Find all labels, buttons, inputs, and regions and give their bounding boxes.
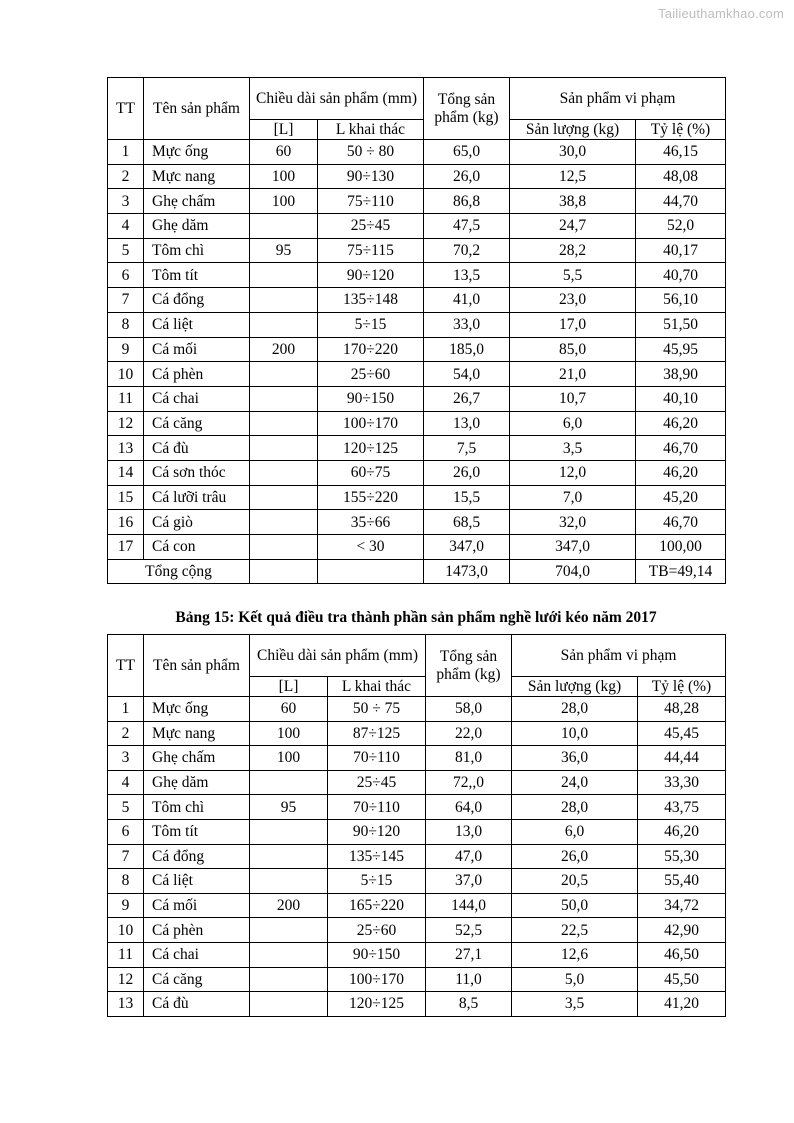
cell-violation-kg: 26,0 <box>512 844 638 869</box>
cell-violation-kg: 20,5 <box>512 869 638 894</box>
cell-ratio: 55,40 <box>638 869 726 894</box>
table-row <box>108 510 726 535</box>
cell-violation-kg: 5,5 <box>510 263 636 288</box>
cell-total-kg: 81,0 <box>426 746 512 771</box>
cell-tt: 10 <box>108 362 144 387</box>
cell-product-name: Mực ống <box>144 140 250 165</box>
table-row <box>108 312 726 337</box>
header-violation-group: Sản phẩm vi phạm <box>510 78 726 120</box>
cell-product-name: Ghẹ dăm <box>144 214 250 239</box>
cell-tt: 2 <box>108 164 144 189</box>
cell-product-name: Cá mối <box>144 337 250 362</box>
cell-l-khai-thac: 35÷66 <box>318 510 424 535</box>
cell-ratio: 45,95 <box>636 337 726 362</box>
table-row <box>108 819 726 844</box>
cell-product-name: Cá lưỡi trâu <box>144 485 250 510</box>
cell-violation-kg: 23,0 <box>510 288 636 313</box>
cell-l <box>250 942 328 967</box>
cell-tt: 17 <box>108 535 144 560</box>
cell-tt: 13 <box>108 992 144 1017</box>
cell-ratio: 52,0 <box>636 214 726 239</box>
cell-ratio: 42,90 <box>638 918 726 943</box>
cell-tt: 5 <box>108 795 144 820</box>
cell-total-kg: 144,0 <box>426 893 512 918</box>
total-kg: 1473,0 <box>424 559 510 584</box>
cell-l-khai-thac: 5÷15 <box>318 312 424 337</box>
header-length-group: Chiều dài sản phẩm (mm) <box>250 78 424 120</box>
survey-table-2 <box>107 634 726 1017</box>
cell-violation-kg: 24,7 <box>510 214 636 239</box>
cell-tt: 7 <box>108 844 144 869</box>
cell-ratio: 48,08 <box>636 164 726 189</box>
cell-total-kg: 47,0 <box>426 844 512 869</box>
cell-l <box>250 214 318 239</box>
table-row <box>108 386 726 411</box>
cell-l <box>250 869 328 894</box>
cell-ratio: 40,70 <box>636 263 726 288</box>
cell-product-name: Cá phèn <box>144 362 250 387</box>
cell-l-khai-thac: 87÷125 <box>328 721 426 746</box>
cell-l-khai-thac: 90÷150 <box>318 386 424 411</box>
table-row <box>108 770 726 795</box>
cell-l <box>250 770 328 795</box>
table-row <box>108 918 726 943</box>
cell-ratio: 46,20 <box>636 460 726 485</box>
cell-ratio: 46,70 <box>636 510 726 535</box>
cell-product-name: Cá sơn thóc <box>144 460 250 485</box>
cell-l-khai-thac: 120÷125 <box>328 992 426 1017</box>
cell-violation-kg: 3,5 <box>510 436 636 461</box>
cell-violation-kg: 6,0 <box>512 819 638 844</box>
cell-ratio: 46,15 <box>636 140 726 165</box>
cell-product-name: Tôm chì <box>144 795 250 820</box>
cell-ratio: 44,70 <box>636 189 726 214</box>
total-ratio: TB=49,14 <box>636 559 726 584</box>
cell-l <box>250 263 318 288</box>
cell-violation-kg: 12,5 <box>510 164 636 189</box>
total-row <box>108 559 726 584</box>
cell-l <box>250 918 328 943</box>
table-row <box>108 844 726 869</box>
cell-l <box>250 844 328 869</box>
table-row <box>108 263 726 288</box>
cell-product-name: Tôm tít <box>144 819 250 844</box>
cell-l <box>250 436 318 461</box>
cell-tt: 11 <box>108 942 144 967</box>
cell-tt: 2 <box>108 721 144 746</box>
cell-tt: 8 <box>108 869 144 894</box>
cell-product-name: Cá liệt <box>144 869 250 894</box>
cell-total-kg: 41,0 <box>424 288 510 313</box>
table-row <box>108 485 726 510</box>
cell-l-khai-thac: 75÷115 <box>318 238 424 263</box>
cell-ratio: 43,75 <box>638 795 726 820</box>
header-tt: TT <box>108 635 144 697</box>
cell-l-khai-thac: 135÷148 <box>318 288 424 313</box>
cell-violation-kg: 10,7 <box>510 386 636 411</box>
cell-tt: 7 <box>108 288 144 313</box>
cell-ratio: 46,70 <box>636 436 726 461</box>
cell-violation-kg: 24,0 <box>512 770 638 795</box>
cell-l: 95 <box>250 238 318 263</box>
cell-product-name: Cá đù <box>144 436 250 461</box>
cell-l <box>250 819 328 844</box>
cell-l <box>250 510 318 535</box>
table-row <box>108 164 726 189</box>
cell-l: 100 <box>250 721 328 746</box>
cell-violation-kg: 50,0 <box>512 893 638 918</box>
cell-l-khai-thac: 100÷170 <box>328 967 426 992</box>
cell-product-name: Cá giò <box>144 510 250 535</box>
cell-ratio: 40,17 <box>636 238 726 263</box>
cell-tt: 3 <box>108 746 144 771</box>
table-row <box>108 140 726 165</box>
cell-l <box>250 485 318 510</box>
cell-tt: 3 <box>108 189 144 214</box>
cell-l: 60 <box>250 140 318 165</box>
cell-total-kg: 13,0 <box>426 819 512 844</box>
cell-l-khai-thac: 5÷15 <box>328 869 426 894</box>
header-l-khai-thac: L khai thác <box>318 120 424 140</box>
cell-l-khai-thac: 90÷120 <box>328 819 426 844</box>
cell-product-name: Cá căng <box>144 967 250 992</box>
cell-total-kg: 47,5 <box>424 214 510 239</box>
table-row <box>108 288 726 313</box>
cell-l-khai-thac: 70÷110 <box>328 795 426 820</box>
cell-tt: 13 <box>108 436 144 461</box>
table-row <box>108 795 726 820</box>
cell-tt: 9 <box>108 893 144 918</box>
header-total-product: Tổng sản phẩm (kg) <box>426 635 512 697</box>
cell-l: 200 <box>250 893 328 918</box>
cell-violation-kg: 32,0 <box>510 510 636 535</box>
total-label: Tổng cộng <box>108 559 250 584</box>
cell-l: 95 <box>250 795 328 820</box>
cell-total-kg: 13,0 <box>424 411 510 436</box>
cell-violation-kg: 22,5 <box>512 918 638 943</box>
cell-tt: 14 <box>108 460 144 485</box>
cell-ratio: 46,20 <box>638 819 726 844</box>
cell-tt: 6 <box>108 263 144 288</box>
table-row <box>108 238 726 263</box>
cell-violation-kg: 347,0 <box>510 535 636 560</box>
header-product-name: Tên sản phẩm <box>144 635 250 697</box>
table-row <box>108 460 726 485</box>
table-row <box>108 411 726 436</box>
cell-l <box>250 967 328 992</box>
table-row <box>108 721 726 746</box>
header-total-product: Tổng sản phẩm (kg) <box>424 78 510 140</box>
cell-ratio: 38,90 <box>636 362 726 387</box>
cell-product-name: Ghẹ chấm <box>144 746 250 771</box>
cell-total-kg: 185,0 <box>424 337 510 362</box>
cell-l: 60 <box>250 697 328 722</box>
cell-ratio: 44,44 <box>638 746 726 771</box>
cell-total-kg: 347,0 <box>424 535 510 560</box>
cell-l <box>250 288 318 313</box>
cell-l-khai-thac: 100÷170 <box>318 411 424 436</box>
cell-total-kg: 7,5 <box>424 436 510 461</box>
cell-ratio: 45,20 <box>636 485 726 510</box>
cell-violation-kg: 30,0 <box>510 140 636 165</box>
cell-tt: 8 <box>108 312 144 337</box>
cell-l: 100 <box>250 189 318 214</box>
cell-l-khai-thac: 135÷145 <box>328 844 426 869</box>
table-row <box>108 746 726 771</box>
cell-ratio: 100,00 <box>636 535 726 560</box>
cell-tt: 10 <box>108 918 144 943</box>
cell-l-khai-thac: 90÷150 <box>328 942 426 967</box>
cell-ratio: 40,10 <box>636 386 726 411</box>
cell-tt: 6 <box>108 819 144 844</box>
table-row <box>108 535 726 560</box>
watermark-text: Tailieuthamkhao.com <box>658 6 784 21</box>
cell-l-khai-thac: 70÷110 <box>328 746 426 771</box>
cell-ratio: 55,30 <box>638 844 726 869</box>
cell-l <box>250 362 318 387</box>
cell-tt: 4 <box>108 770 144 795</box>
header-l: [L] <box>250 677 328 697</box>
cell-tt: 4 <box>108 214 144 239</box>
table-caption: Bảng 15: Kết quả điều tra thành phần sản phẩm nghề lưới kéo năm 2017 <box>175 609 657 626</box>
cell-tt: 16 <box>108 510 144 535</box>
cell-violation-kg: 12,0 <box>510 460 636 485</box>
cell-product-name: Mực nang <box>144 164 250 189</box>
cell-l: 100 <box>250 164 318 189</box>
cell-tt: 1 <box>108 697 144 722</box>
cell-ratio: 45,45 <box>638 721 726 746</box>
cell-total-kg: 22,0 <box>426 721 512 746</box>
table-row <box>108 942 726 967</box>
cell-l-khai-thac: 25÷45 <box>318 214 424 239</box>
cell-product-name: Ghẹ chấm <box>144 189 250 214</box>
cell-l-khai-thac: 50 ÷ 75 <box>328 697 426 722</box>
cell-product-name: Tôm chì <box>144 238 250 263</box>
cell-l-khai-thac: 25÷60 <box>328 918 426 943</box>
cell-product-name: Cá chai <box>144 942 250 967</box>
cell-product-name: Ghẹ dăm <box>144 770 250 795</box>
cell-total-kg: 33,0 <box>424 312 510 337</box>
header-product-name: Tên sản phẩm <box>144 78 250 140</box>
cell-l <box>250 460 318 485</box>
cell-total-kg: 26,7 <box>424 386 510 411</box>
cell-l-khai-thac: 50 ÷ 80 <box>318 140 424 165</box>
table-row <box>108 436 726 461</box>
cell-product-name: Cá chai <box>144 386 250 411</box>
cell-violation-kg: 3,5 <box>512 992 638 1017</box>
table-row <box>108 869 726 894</box>
cell-total-kg: 65,0 <box>424 140 510 165</box>
cell-violation-kg: 7,0 <box>510 485 636 510</box>
cell-product-name: Cá liệt <box>144 312 250 337</box>
cell-l <box>250 535 318 560</box>
cell-product-name: Mực nang <box>144 721 250 746</box>
cell-ratio: 33,30 <box>638 770 726 795</box>
cell-violation-kg: 5,0 <box>512 967 638 992</box>
cell-product-name: Cá đổng <box>144 844 250 869</box>
cell-total-kg: 70,2 <box>424 238 510 263</box>
cell-product-name: Cá đổng <box>144 288 250 313</box>
header-san-luong: Sản lượng (kg) <box>510 120 636 140</box>
total-violation-kg: 704,0 <box>510 559 636 584</box>
cell-violation-kg: 17,0 <box>510 312 636 337</box>
cell-violation-kg: 85,0 <box>510 337 636 362</box>
cell-ratio: 46,20 <box>636 411 726 436</box>
header-san-luong: Sản lượng (kg) <box>512 677 638 697</box>
table-row <box>108 893 726 918</box>
cell-product-name: Cá mối <box>144 893 250 918</box>
cell-ratio: 34,72 <box>638 893 726 918</box>
cell-l <box>250 411 318 436</box>
cell-violation-kg: 38,8 <box>510 189 636 214</box>
header-l: [L] <box>250 120 318 140</box>
cell-l <box>250 386 318 411</box>
cell-ratio: 45,50 <box>638 967 726 992</box>
table-row <box>108 992 726 1017</box>
cell-ratio: 51,50 <box>636 312 726 337</box>
cell-total-kg: 13,5 <box>424 263 510 288</box>
cell-tt: 15 <box>108 485 144 510</box>
cell-l: 100 <box>250 746 328 771</box>
cell-product-name: Tôm tít <box>144 263 250 288</box>
cell-violation-kg: 10,0 <box>512 721 638 746</box>
cell-product-name: Mực ống <box>144 697 250 722</box>
cell-ratio: 56,10 <box>636 288 726 313</box>
cell-total-kg: 64,0 <box>426 795 512 820</box>
table-row <box>108 697 726 722</box>
cell-ratio: 46,50 <box>638 942 726 967</box>
cell-total-kg: 11,0 <box>426 967 512 992</box>
cell-violation-kg: 12,6 <box>512 942 638 967</box>
cell-violation-kg: 28,0 <box>512 697 638 722</box>
header-ty-le: Tỷ lệ (%) <box>638 677 726 697</box>
cell-ratio: 48,28 <box>638 697 726 722</box>
cell-l-khai-thac: 155÷220 <box>318 485 424 510</box>
cell-l-khai-thac: 60÷75 <box>318 460 424 485</box>
cell-total-kg: 86,8 <box>424 189 510 214</box>
cell-total-kg: 54,0 <box>424 362 510 387</box>
cell-violation-kg: 28,2 <box>510 238 636 263</box>
cell-product-name: Cá căng <box>144 411 250 436</box>
header-length-group: Chiều dài sản phẩm (mm) <box>250 635 426 677</box>
cell-violation-kg: 6,0 <box>510 411 636 436</box>
cell-total-kg: 27,1 <box>426 942 512 967</box>
total-blank-lkt <box>318 559 424 584</box>
cell-product-name: Cá con <box>144 535 250 560</box>
cell-violation-kg: 21,0 <box>510 362 636 387</box>
table-row <box>108 337 726 362</box>
cell-product-name: Cá đù <box>144 992 250 1017</box>
cell-total-kg: 15,5 <box>424 485 510 510</box>
cell-l-khai-thac: 165÷220 <box>328 893 426 918</box>
cell-l-khai-thac: 75÷110 <box>318 189 424 214</box>
cell-total-kg: 68,5 <box>424 510 510 535</box>
cell-l: 200 <box>250 337 318 362</box>
cell-tt: 12 <box>108 967 144 992</box>
header-tt: TT <box>108 78 144 140</box>
cell-total-kg: 37,0 <box>426 869 512 894</box>
cell-tt: 9 <box>108 337 144 362</box>
cell-l-khai-thac: 120÷125 <box>318 436 424 461</box>
table-row <box>108 189 726 214</box>
table-row <box>108 214 726 239</box>
cell-tt: 5 <box>108 238 144 263</box>
table-2-body <box>108 697 726 1017</box>
cell-tt: 11 <box>108 386 144 411</box>
cell-l-khai-thac: 25÷60 <box>318 362 424 387</box>
cell-total-kg: 8,5 <box>426 992 512 1017</box>
cell-l <box>250 992 328 1017</box>
cell-total-kg: 58,0 <box>426 697 512 722</box>
cell-total-kg: 72,,0 <box>426 770 512 795</box>
header-violation-group: Sản phẩm vi phạm <box>512 635 726 677</box>
table-row <box>108 362 726 387</box>
cell-product-name: Cá phèn <box>144 918 250 943</box>
header-ty-le: Tỷ lệ (%) <box>636 120 726 140</box>
cell-violation-kg: 36,0 <box>512 746 638 771</box>
cell-l-khai-thac: 90÷120 <box>318 263 424 288</box>
cell-l <box>250 312 318 337</box>
cell-total-kg: 26,0 <box>424 460 510 485</box>
survey-table-1 <box>107 77 726 584</box>
cell-violation-kg: 28,0 <box>512 795 638 820</box>
cell-total-kg: 26,0 <box>424 164 510 189</box>
cell-total-kg: 52,5 <box>426 918 512 943</box>
cell-tt: 1 <box>108 140 144 165</box>
header-l-khai-thac: L khai thác <box>328 677 426 697</box>
cell-ratio: 41,20 <box>638 992 726 1017</box>
cell-tt: 12 <box>108 411 144 436</box>
total-blank-l <box>250 559 318 584</box>
cell-l-khai-thac: 25÷45 <box>328 770 426 795</box>
cell-l-khai-thac: 90÷130 <box>318 164 424 189</box>
cell-l-khai-thac: < 30 <box>318 535 424 560</box>
table-row <box>108 967 726 992</box>
cell-l-khai-thac: 170÷220 <box>318 337 424 362</box>
table-1-body <box>108 140 726 560</box>
